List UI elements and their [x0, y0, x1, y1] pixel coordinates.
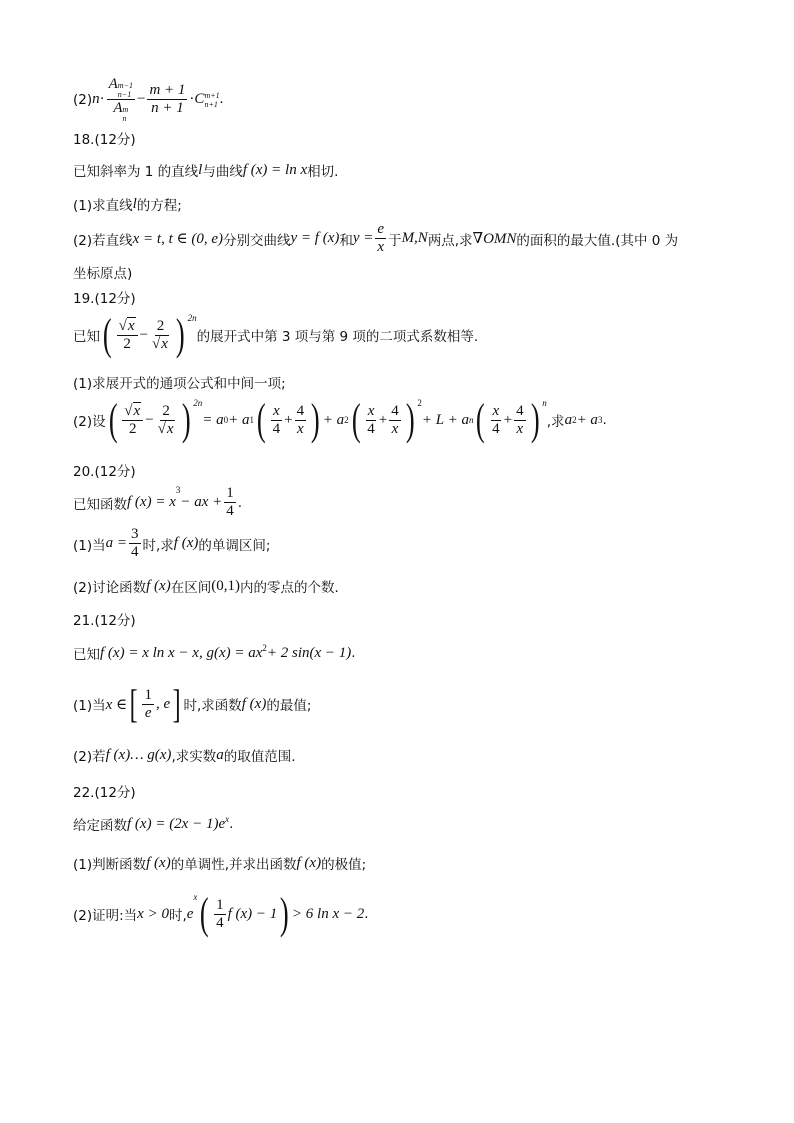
q17-arrangement-fraction: A m−1 n−1 A m n — [108, 76, 133, 123]
right-paren: ) — [175, 310, 185, 359]
q21-stem: 已知 f (x) = x ln x − x, g(x) = ax $^2$ + 2 sin(x − 1) . — [73, 643, 356, 663]
q19-part2: (2)设 ( $\frac{√x}{2}$ − $\frac{2}{√x}$ ) $^{2n}$ = a 0 + a 1 ( $\frac{x}{4}$ + $\frac{4}{x}$ ) + a 2 ( $\frac{x}{4}$ + $\frac{4}{x}$ ) $^2$ + L + a n ( $\frac{x}{4}$ + $\frac{4}{x}$ ) $^n$ ,求 a 2 + a 3 . — [73, 395, 607, 444]
q19-frac1: $\frac{√x}{2}$ — [117, 318, 138, 353]
q20-part2: (2)讨论函数 f (x) 在区间 (0,1) 内的零点的个数. — [73, 577, 339, 596]
q20-stem: 已知函数 f (x) = x $^3$ − ax + $\frac{1}{4}$ . — [73, 485, 243, 519]
q20-header: 20.(12分) — [73, 464, 136, 480]
q21-part1: (1)当 x ∈ [ $\frac{1}{e}$ , e ] 时,求函数 f (x) 的最值; — [73, 681, 312, 726]
q22-stem: 给定函数 f (x) = (2x − 1)e $^x$ . — [73, 814, 234, 834]
q22-part1: (1)判断函数 f (x) 的单调性,并求出函数 f (x) 的极值; — [73, 854, 367, 873]
q19-stem: 已知 ( $\frac{√x}{2}$ − $\frac{2}{√x}$ ) $^{2n}$ 的展开式中第 3 项与第 9 项的二项式系数相等. — [73, 310, 479, 359]
q18-part2: (2)若直线 x = t, t ∈ (0, e) 分别交曲线 y = f (x) 和 y = $\frac{e}{x}$ 于 M,N 两点,求 ∇OMN 的面积的最大值.(其中 0 为 — [73, 221, 679, 255]
q21-header: 21.(12分) — [73, 613, 136, 629]
q21-part2: (2)若 f (x)… g(x) ,求实数 a 的取值范围. — [73, 746, 296, 765]
q18-header: 18.(12分) — [73, 132, 136, 148]
q19-frac2: $\frac{2}{√x}$ — [152, 317, 168, 352]
q22-part2: (2)证明:当 x > 0 时, e x ( $\frac{1}{4}$ f (x) − 1 ) > 6 ln x − 2 . — [73, 889, 369, 938]
q18-part1: (1)求直线 l 的方程; — [73, 195, 182, 214]
q22-header: 22.(12分) — [73, 785, 136, 801]
q18-part2-cont: 坐标原点) — [73, 266, 133, 282]
q18-fraction: $\frac{e}{x}$ — [377, 221, 385, 255]
left-paren: ( — [102, 310, 112, 359]
q17-part2: (2) n · A m−1 n−1 A m n − $\frac{m + 1}{n + 1}$ · C m+1 n+1 . — [73, 76, 224, 123]
q17-fraction: $\frac{m + 1}{n + 1}$ — [149, 82, 186, 116]
q19-part1: (1)求展开式的通项公式和中间一项; — [73, 376, 286, 392]
q18-stem: 已知斜率为 1 的直线 l 与曲线 f (x) = ln x 相切. — [73, 161, 339, 180]
q20-part1: (1)当 a = $\frac{3}{4}$ 时,求 f (x) 的单调区间; — [73, 526, 271, 560]
q19-header: 19.(12分) — [73, 291, 136, 307]
